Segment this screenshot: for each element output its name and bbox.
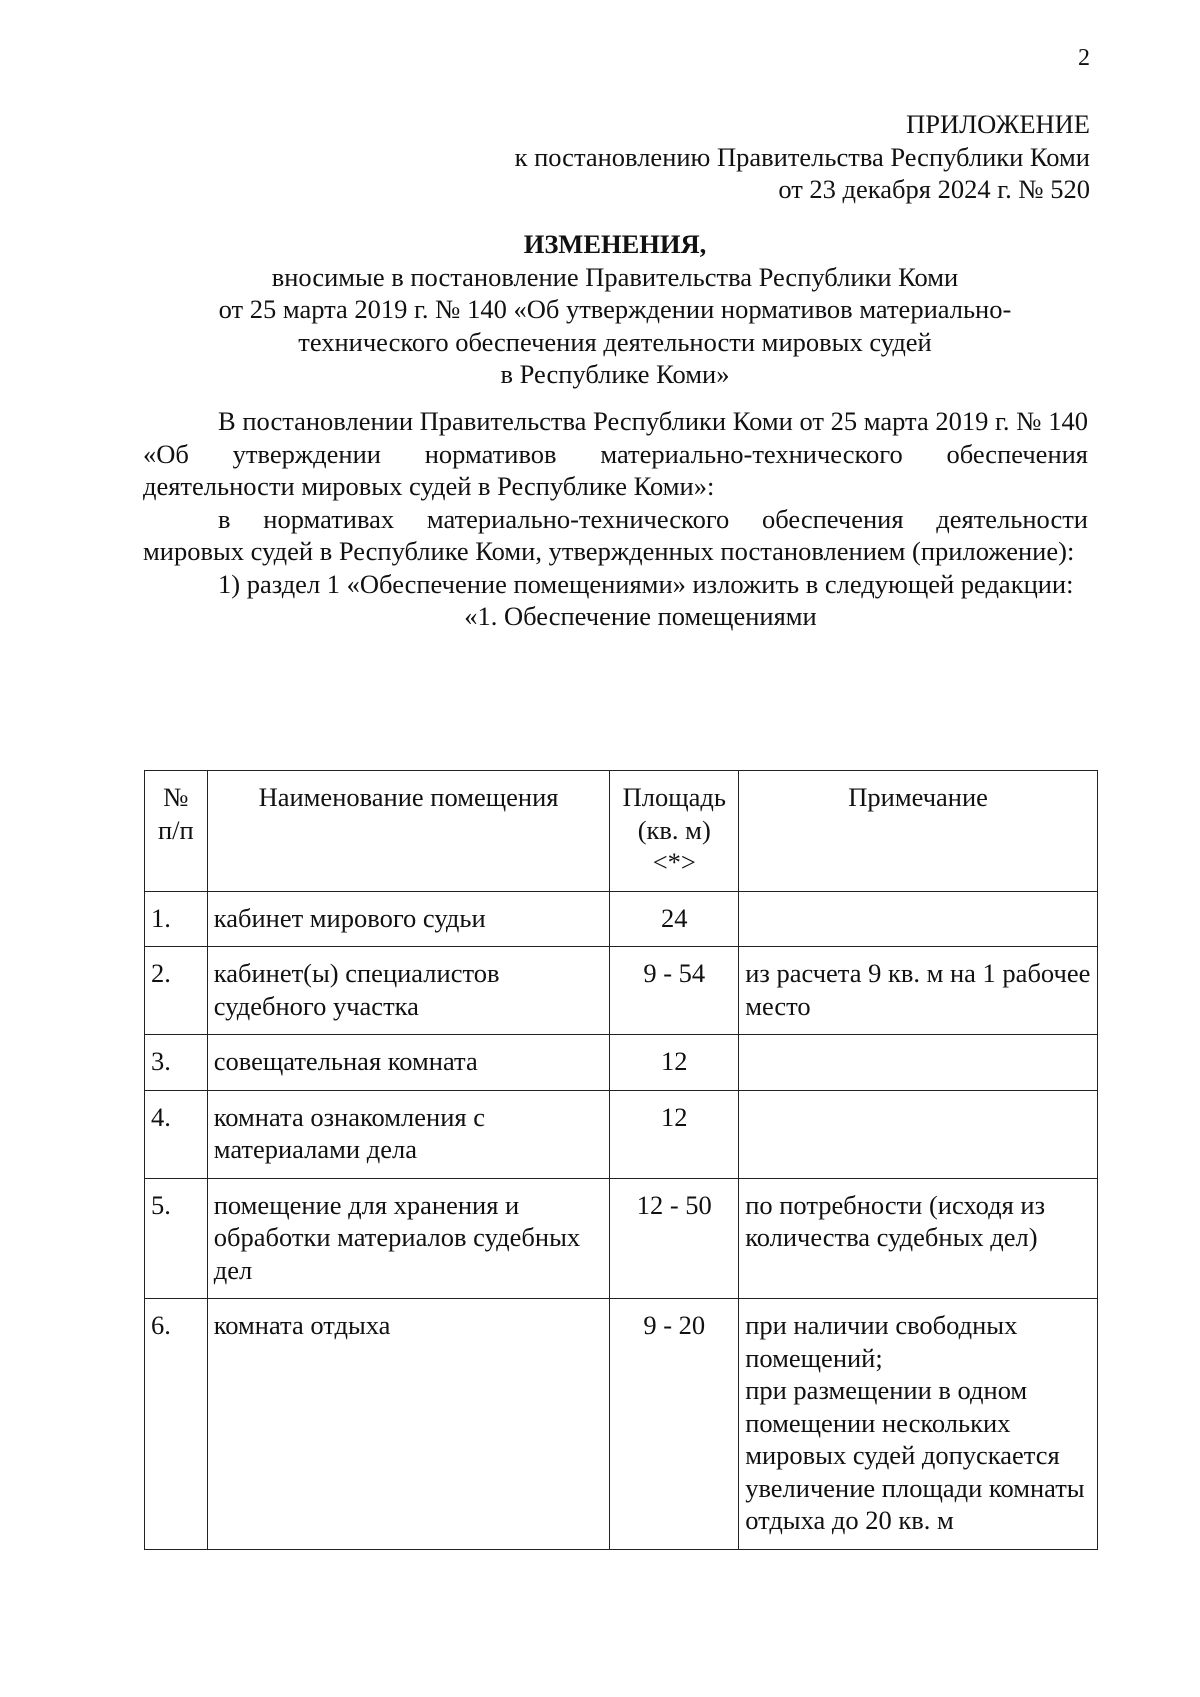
appendix-date: от 23 декабря 2024 г. № 520	[778, 174, 1090, 204]
row-num: 4.	[145, 1090, 208, 1178]
paragraph-normatives: в нормативах материально-технического обеспечения деятельности мировых судей в Республике Коми, утвержденных постановлением (приложение):	[143, 503, 1088, 566]
row-area: 12	[610, 1090, 739, 1178]
document-heading	[140, 228, 1090, 391]
section-title: «1. Обеспечение помещениями	[464, 601, 817, 631]
heading-line: в Республике Коми»	[500, 359, 730, 389]
appendix-decree: к постановлению Правительства Республики Коми	[514, 141, 1090, 172]
heading-line: технического обеспечения деятельности мировых судей	[298, 326, 932, 357]
row-note	[739, 1090, 1098, 1178]
row-num: 5.	[145, 1178, 208, 1299]
row-area: 9 - 20	[610, 1299, 739, 1550]
row-num: 1.	[145, 891, 208, 947]
row-name: кабинет мирового судьи	[207, 891, 610, 947]
header-num: № п/п	[145, 771, 208, 892]
row-note-text: при наличии свободных помещений;	[745, 1310, 1018, 1373]
appendix-label: ПРИЛОЖЕНИЕ	[906, 109, 1090, 139]
row-note	[739, 1178, 1098, 1299]
row-num: 3.	[145, 1035, 208, 1091]
row-name: комната ознакомления с материалами дела	[207, 1090, 610, 1178]
header-area: Площадь (кв. м) <*>	[610, 771, 739, 892]
document-title: ИЗМЕНЕНИЯ,	[523, 229, 707, 259]
page-number: 2	[1078, 45, 1090, 71]
row-num: 2.	[145, 947, 208, 1035]
header-name: Наименование помещения	[207, 771, 610, 892]
row-area: 12 - 50	[610, 1178, 739, 1299]
row-note	[739, 947, 1098, 1035]
table-row	[145, 1299, 1098, 1550]
table-header-row	[145, 771, 1098, 892]
heading-line: от 25 марта 2019 г. № 140 «Об утверждении нормативов материально-	[218, 294, 1012, 324]
row-num: 6.	[145, 1299, 208, 1550]
paragraph-intro: В постановлении Правительства Республики Коми от 25 марта 2019 г. № 140 «Об утверждении нормативов материально-технического обеспечения деятельности мировых судей в Республике Коми»:	[143, 406, 1088, 501]
row-name: совещательная комната	[207, 1035, 610, 1091]
row-name: помещение для хранения и обработки материалов судебных дел	[207, 1178, 610, 1299]
header-note: Примечание	[739, 771, 1098, 892]
row-note-text: по потребности (исходя из количества судебных дел)	[745, 1189, 1046, 1252]
table-row	[145, 1090, 1098, 1178]
document-body	[143, 405, 1088, 633]
row-note	[739, 1035, 1098, 1091]
rooms-table	[144, 770, 1098, 1550]
row-note-text: из расчета 9 кв. м на 1 рабочее место	[745, 958, 1091, 1021]
row-note-text: при размещении в одном помещении нескольких мировых судей допускается увеличение площади комнаты отдыха до 20 кв. м	[745, 1375, 1085, 1535]
row-name: кабинет(ы) специалистов судебного участка	[207, 947, 610, 1035]
table-row	[145, 1178, 1098, 1299]
row-area: 9 - 54	[610, 947, 739, 1035]
table-row	[145, 1035, 1098, 1091]
row-area: 24	[610, 891, 739, 947]
row-note	[739, 1299, 1098, 1550]
row-area: 12	[610, 1035, 739, 1091]
row-note	[739, 891, 1098, 947]
table-row	[145, 947, 1098, 1035]
paragraph-item-1: 1) раздел 1 «Обеспечение помещениями» изложить в следующей редакции:	[218, 568, 1074, 599]
table-row	[145, 891, 1098, 947]
row-name: комната отдыха	[207, 1299, 610, 1550]
heading-line: вносимые в постановление Правительства Республики Коми	[271, 261, 959, 292]
appendix-header	[390, 108, 1090, 206]
